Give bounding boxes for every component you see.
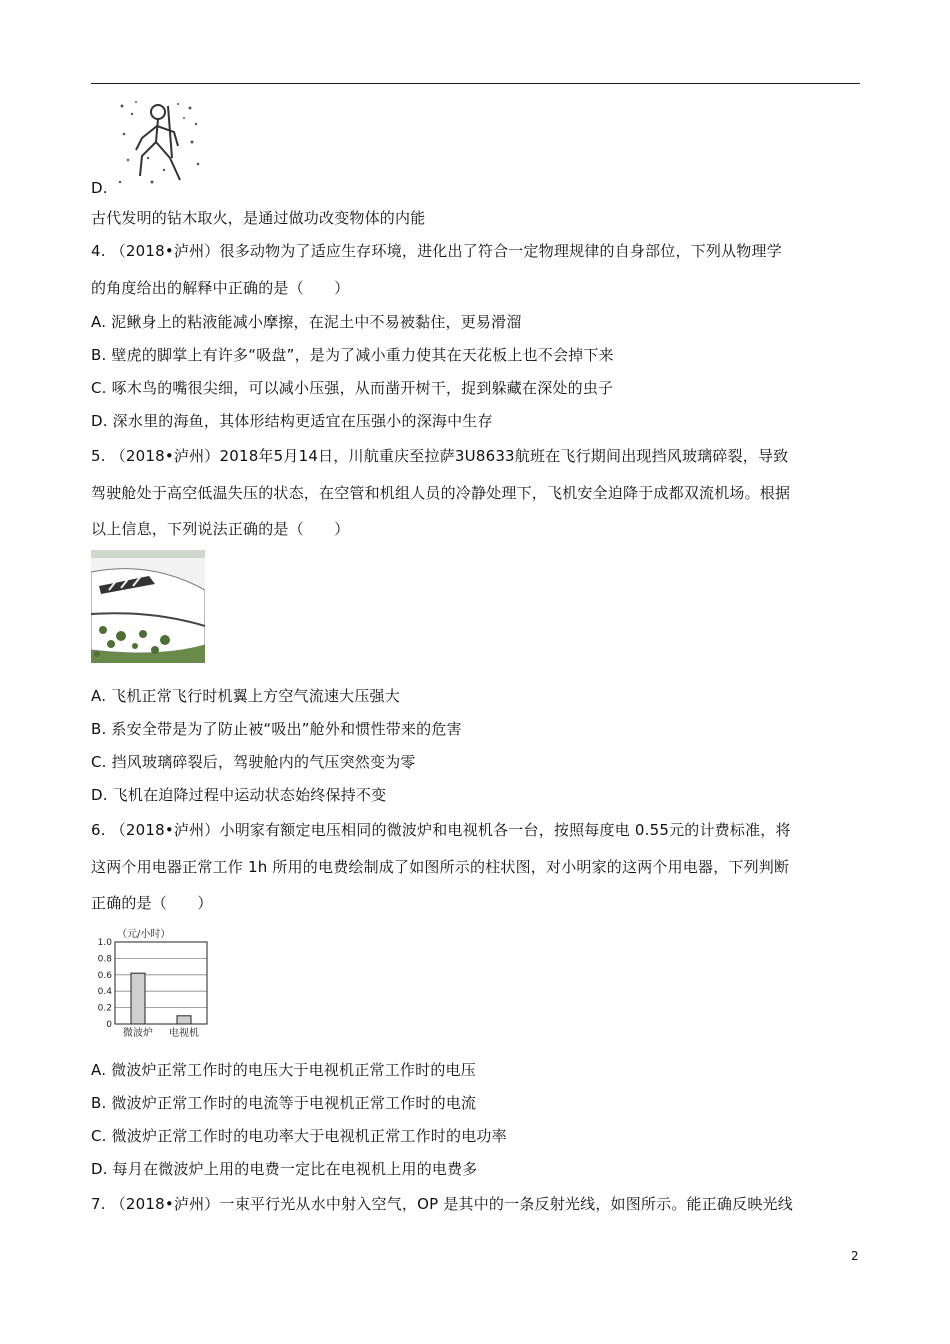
y-tick-label: 0 — [106, 1020, 112, 1030]
y-tick-label: 1.0 — [97, 938, 112, 948]
q4-option-b: B. 壁虎的脚掌上有许多“吸盘”，是为了减小重力使其在天花板上也不会掉下来 — [91, 346, 614, 364]
bar — [177, 1016, 191, 1024]
q6-stem-line-3: 正确的是（ ） — [91, 894, 213, 912]
q6-option-d: D. 每月在微波炉上用的电费一定比在电视机上用的电费多 — [91, 1160, 478, 1178]
y-tick-label: 0.8 — [97, 954, 112, 965]
y-tick-label: 0.2 — [97, 1003, 112, 1014]
q6-stem-line-2: 这两个用电器正常工作 1h 所用的电费绘制成了如图所示的柱状图，对小明家的这两个用电器，下列判断 — [91, 858, 790, 876]
q5-stem-line-3: 以上信息，下列说法正确的是（ ） — [91, 520, 350, 538]
option-d-label: D. — [91, 179, 108, 197]
x-tick-label: 电视机 — [169, 1028, 199, 1039]
q5-stem-line-2: 驾驶舱处于高空低温失压的状态，在空管和机组人员的冷静处理下，飞机安全迫降于成都双流机场。根据 — [91, 484, 791, 502]
q4-stem-line-2: 的角度给出的解释中正确的是（ ） — [91, 279, 350, 297]
q6-stem-line-1: 6. （2018•泸州）小明家有额定电压相同的微波炉和电视机各一台，按照每度电 0.55元的计费标准，将 — [91, 821, 791, 839]
q4-option-a: A. 泥鳅身上的粘液能减小摩擦，在泥土中不易被黏住，更易滑溜 — [91, 313, 522, 331]
y-tick-label: 0.6 — [97, 970, 112, 981]
bar-chart — [91, 926, 221, 1042]
page-number: 2 — [851, 1249, 859, 1263]
q6-option-c: C. 微波炉正常工作时的电功率大于电视机正常工作时的电功率 — [91, 1127, 507, 1145]
option-d-text: 古代发明的钻木取火，是通过做功改变物体的内能 — [91, 209, 426, 227]
q4-option-d: D. 深水里的海鱼，其体形结构更适宜在压强小的深海中生存 — [91, 412, 493, 430]
q7-stem-line-1: 7. （2018•泸州）一束平行光从水中射入空气，OP 是其中的一条反射光线，如图所示。能正确反映光线 — [91, 1195, 793, 1213]
q5-option-d: D. 飞机在迫降过程中运动状态始终保持不变 — [91, 786, 387, 804]
q6-option-a: A. 微波炉正常工作时的电压大于电视机正常工作时的电压 — [91, 1061, 476, 1079]
bar — [131, 973, 145, 1024]
q5-option-b: B. 系安全带是为了防止被“吸出”舱外和惯性带来的危害 — [91, 720, 462, 738]
x-tick-label: 微波炉 — [123, 1028, 153, 1039]
q4-stem-line-1: 4. （2018•泸州）很多动物为了适应生存环境，进化出了符合一定物理规律的自身部位，下列从物理学 — [91, 242, 782, 260]
q5-stem-line-1: 5. （2018•泸州）2018年5月14日，川航重庆至拉萨3U8633航班在飞行期间出现挡风玻璃碎裂，导致 — [91, 447, 789, 465]
y-tick-label: 0.4 — [97, 987, 112, 998]
y-axis-label: （元/小时） — [117, 929, 171, 940]
q5-option-c: C. 挡风玻璃碎裂后，驾驶舱内的气压突然变为零 — [91, 753, 416, 771]
q5-option-a: A. 飞机正常飞行时机翼上方空气流速大压强大 — [91, 687, 400, 705]
header-rule — [91, 83, 860, 84]
figure-airplane-photo — [91, 550, 205, 663]
q6-option-b: B. 微波炉正常工作时的电流等于电视机正常工作时的电流 — [91, 1094, 477, 1112]
q4-option-c: C. 啄木鸟的嘴很尖细，可以减小压强，从而凿开树干，捉到躲藏在深处的虫子 — [91, 379, 614, 397]
figure-drill-wood — [112, 98, 206, 188]
plot-frame — [115, 942, 207, 1024]
